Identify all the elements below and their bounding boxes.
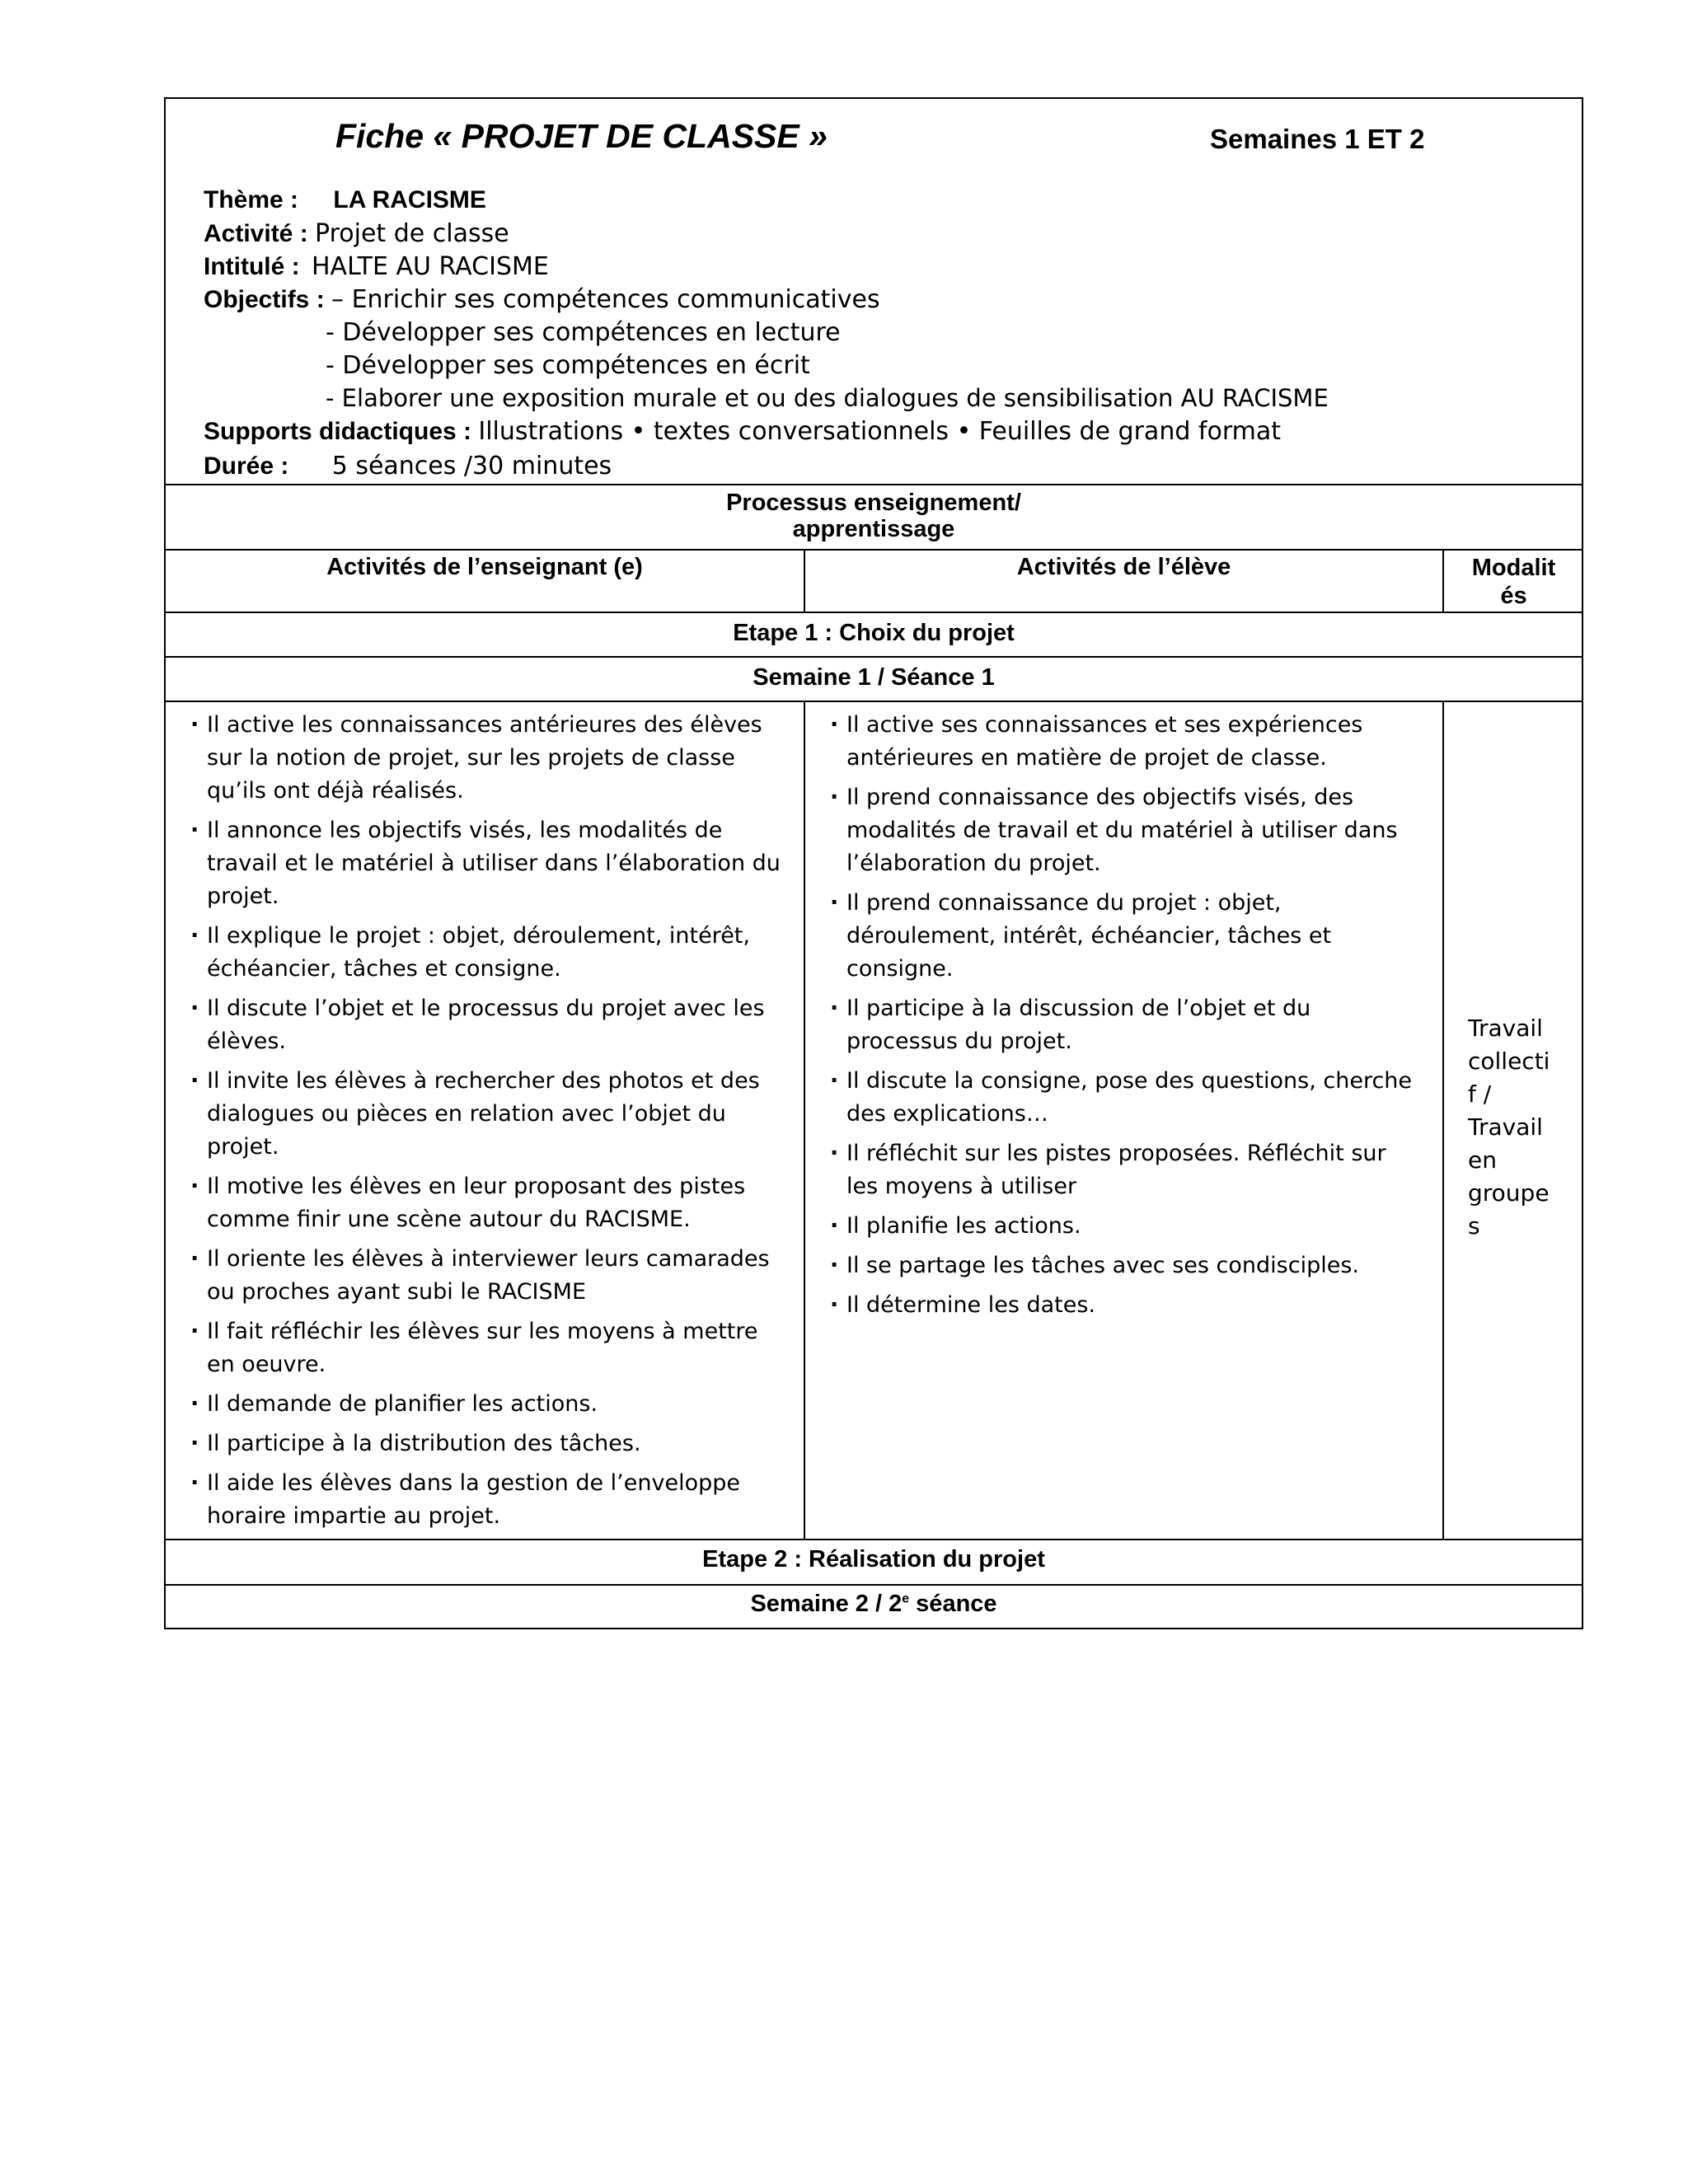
list-item: · Il planifie les actions. <box>830 1210 1423 1243</box>
list-item: · Il se partage les tâches avec ses condisciples. <box>830 1249 1423 1282</box>
intitule-value: HALTE AU RACISME <box>312 252 549 281</box>
objectifs-row <box>204 285 880 314</box>
etape1-heading: Etape 1 : Choix du projet <box>733 620 1015 646</box>
modalites-line: groupe <box>1468 1179 1550 1207</box>
objectif-item: - Développer ses compétences en lecture <box>326 318 841 347</box>
project-sheet <box>164 97 1583 1629</box>
list-item: · Il discute l’objet et le processus du projet avec les élèves. <box>190 992 790 1058</box>
semaine1-heading: Semaine 1 / Séance 1 <box>753 664 995 691</box>
activite-value: Projet de classe <box>315 219 509 248</box>
list-item: · Il aide les élèves dans la gestion de l’enveloppe horaire impartie au projet. <box>190 1467 790 1533</box>
modalites-line: s <box>1468 1212 1480 1240</box>
list-item: · Il demande de planifier les actions. <box>190 1388 790 1421</box>
activite-label: Activité : <box>204 220 308 247</box>
divider <box>166 656 1582 658</box>
list-item: · Il discute la consigne, pose des questions, cherche des explications… <box>830 1065 1423 1131</box>
list-item: · Il active ses connaissances et ses expériences antérieures en matière de projet de classe. <box>830 709 1423 775</box>
divider <box>1442 701 1444 1539</box>
list-item: · Il participe à la discussion de l’objet et du processus du projet. <box>830 992 1423 1058</box>
divider <box>166 701 1582 702</box>
list-item: · Il explique le projet : objet, déroulement, intérêt, échéancier, tâches et consigne. <box>190 920 790 986</box>
duree-label: Durée : <box>204 452 289 480</box>
list-item: · Il prend connaissance du projet : objet, déroulement, intérêt, échéancier, tâches et consigne. <box>830 887 1423 986</box>
modalites-line: f / <box>1468 1080 1492 1108</box>
activite-row <box>204 219 509 248</box>
etape2-heading: Etape 2 : Réalisation du projet <box>702 1546 1045 1572</box>
list-item: · Il détermine les dates. <box>830 1289 1423 1322</box>
theme-label: Thème : <box>204 186 299 213</box>
process-heading-line: Processus enseignement/ <box>726 490 1021 516</box>
divider <box>166 1584 1582 1586</box>
objectif-item: - Développer ses compétences en écrit <box>326 351 810 380</box>
column-header-teacher: Activités de l’enseignant (e) <box>326 554 643 580</box>
theme-row <box>204 186 486 214</box>
supports-row <box>204 417 1281 446</box>
list-item: · Il réfléchit sur les pistes proposées. Réfléchit sur les moyens à utiliser <box>830 1137 1423 1203</box>
semaine2-text: Semaine 2 / 2 <box>750 1591 903 1617</box>
process-heading <box>166 490 1582 542</box>
column-header-line: Modalit <box>1471 555 1556 581</box>
list-item: · Il invite les élèves à rechercher des photos et des dialogues ou pièces en relation avec l’objet du projet. <box>190 1065 790 1164</box>
objectif-item: - Elaborer une exposition murale et ou des dialogues de sensibilisation AU RACISME <box>326 384 1329 412</box>
divider <box>166 549 1582 551</box>
duree-value: 5 séances /30 minutes <box>331 452 612 480</box>
supports-value: Illustrations • textes conversationnels • Feuilles de grand format <box>478 417 1281 446</box>
list-item: · Il annonce les objectifs visés, les modalités de travail et le matériel à utiliser dans l’élaboration du projet. <box>190 814 790 913</box>
list-item: · Il fait réfléchir les élèves sur les moyens à mettre en oeuvre. <box>190 1315 790 1381</box>
list-item: · Il participe à la distribution des tâches. <box>190 1427 790 1460</box>
list-item: · Il prend connaissance des objectifs visés, des modalités de travail et du matériel à utiliser dans l’élaboration du projet. <box>830 781 1423 880</box>
intitule-label: Intitulé : <box>204 253 300 280</box>
modalites-line: collecti <box>1468 1047 1550 1075</box>
list-item: · Il oriente les élèves à interviewer leurs camarades ou proches ayant subi le RACISME <box>190 1243 790 1309</box>
semaine2-text: séance <box>909 1591 997 1617</box>
student-activities-list <box>830 709 1423 1329</box>
modalites-line: Travail <box>1468 1015 1543 1042</box>
process-heading-line: apprentissage <box>792 516 955 542</box>
modalites-line: Travail <box>1468 1113 1543 1141</box>
semaine2-superscript: e <box>902 1591 910 1606</box>
divider <box>166 484 1582 485</box>
column-header-modalites <box>1444 554 1583 610</box>
objectif-item: – Enrichir ses compétences communicatives <box>331 285 880 314</box>
column-header-line: és <box>1500 583 1527 609</box>
page-title: Fiche « PROJET DE CLASSE » <box>335 117 828 155</box>
modalites-line: en <box>1468 1146 1497 1174</box>
divider <box>804 701 805 1539</box>
modalites-text <box>1468 1012 1550 1243</box>
theme-value: LA RACISME <box>333 186 486 213</box>
weeks-label: Semaines 1 ET 2 <box>1210 124 1425 154</box>
list-item: · Il motive les élèves en leur proposant des pistes comme finir une scène autour du RACISME. <box>190 1170 790 1236</box>
column-header-student: Activités de l’élève <box>1016 554 1231 580</box>
duree-row <box>204 452 612 480</box>
teacher-activities-list <box>190 709 790 1540</box>
objectifs-label: Objectifs : <box>204 286 325 313</box>
intitule-row <box>204 252 549 281</box>
list-item: · Il active les connaissances antérieures des élèves sur la notion de projet, sur les projets de classe qu’ils ont déjà réalisés. <box>190 709 790 808</box>
supports-label: Supports didactiques : <box>204 418 472 445</box>
semaine2-heading <box>166 1591 1582 1618</box>
divider <box>166 612 1582 613</box>
